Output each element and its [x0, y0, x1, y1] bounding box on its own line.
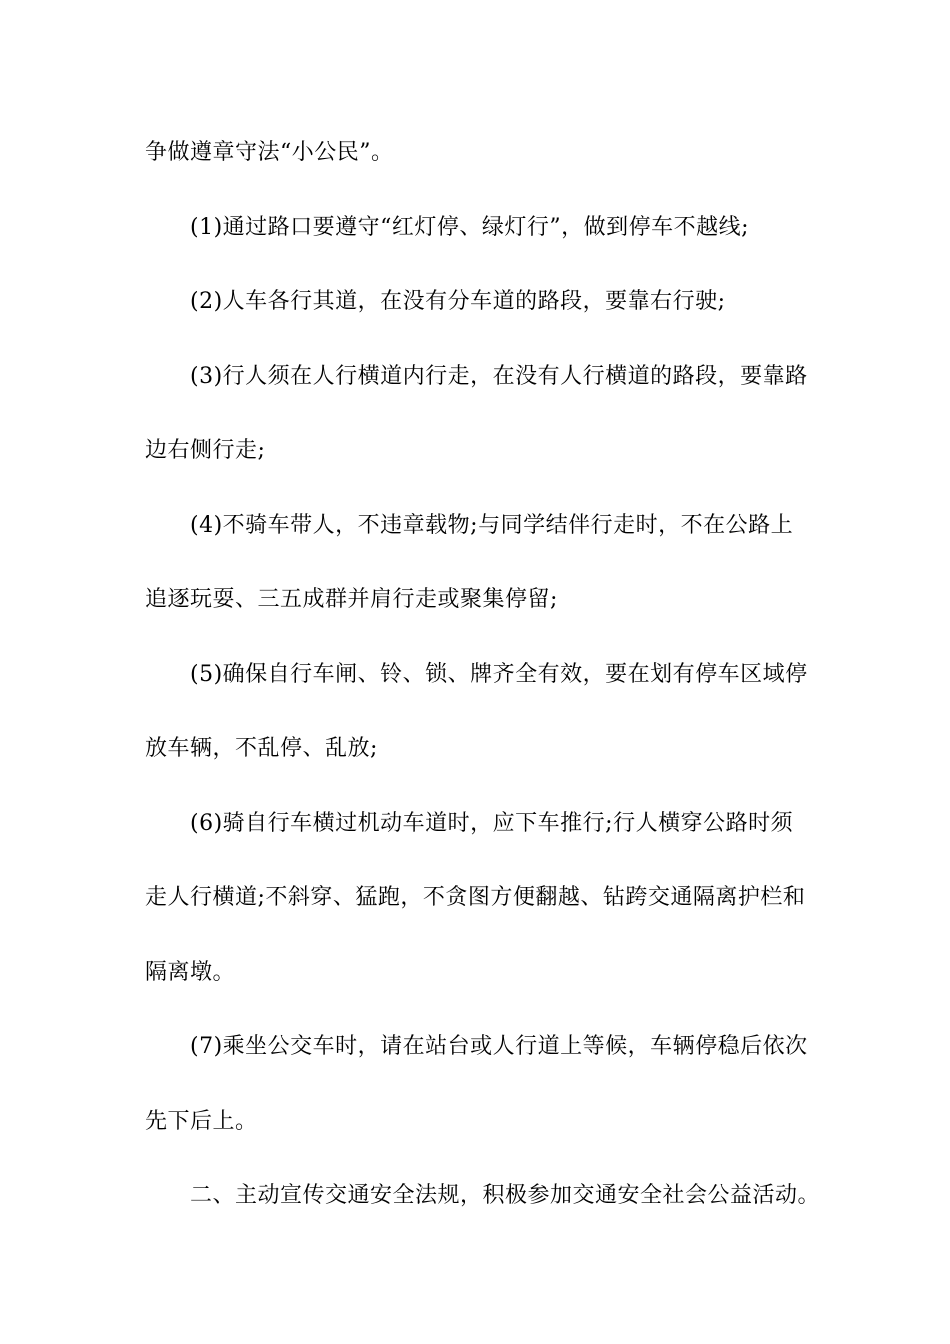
rule-item-5-continued: 放车辆，不乱停、乱放; [145, 736, 378, 761]
rule-item-7: (7)乘坐公交车时，请在站台或人行道上等候，车辆停稳后依次 [190, 1034, 808, 1059]
rule-item-4-continued: 追逐玩耍、三五成群并肩行走或聚集停留; [145, 587, 558, 612]
rule-item-3-continued: 边右侧行走; [145, 438, 266, 463]
section-heading-two: 二、主动宣传交通安全法规，积极参加交通安全社会公益活动。 [190, 1183, 821, 1208]
rule-item-6-continued-2: 隔离墩。 [145, 960, 236, 985]
rule-item-3: (3)行人须在人行横道内行走，在没有人行横道的路段，要靠路 [190, 364, 808, 389]
rule-item-6: (6)骑自行车横过机动车道时，应下车推行;行人横穿公路时须 [190, 811, 794, 836]
rule-item-1: (1)通过路口要遵守“红灯停、绿灯行”，做到停车不越线; [190, 215, 750, 240]
rule-item-7-continued: 先下后上。 [145, 1109, 258, 1134]
rule-item-6-continued: 走人行横道;不斜穿、猛跑，不贪图方便翻越、钻跨交通隔离护栏和 [145, 885, 806, 910]
rule-item-4: (4)不骑车带人，不违章载物;与同学结伴行走时，不在公路上 [190, 513, 794, 538]
text-line-continuation: 争做遵章守法“小公民”。 [145, 140, 394, 165]
rule-item-2: (2)人车各行其道，在没有分车道的路段，要靠右行驶; [190, 289, 726, 314]
rule-item-5: (5)确保自行车闸、铃、锁、牌齐全有效，要在划有停车区域停 [190, 662, 808, 687]
